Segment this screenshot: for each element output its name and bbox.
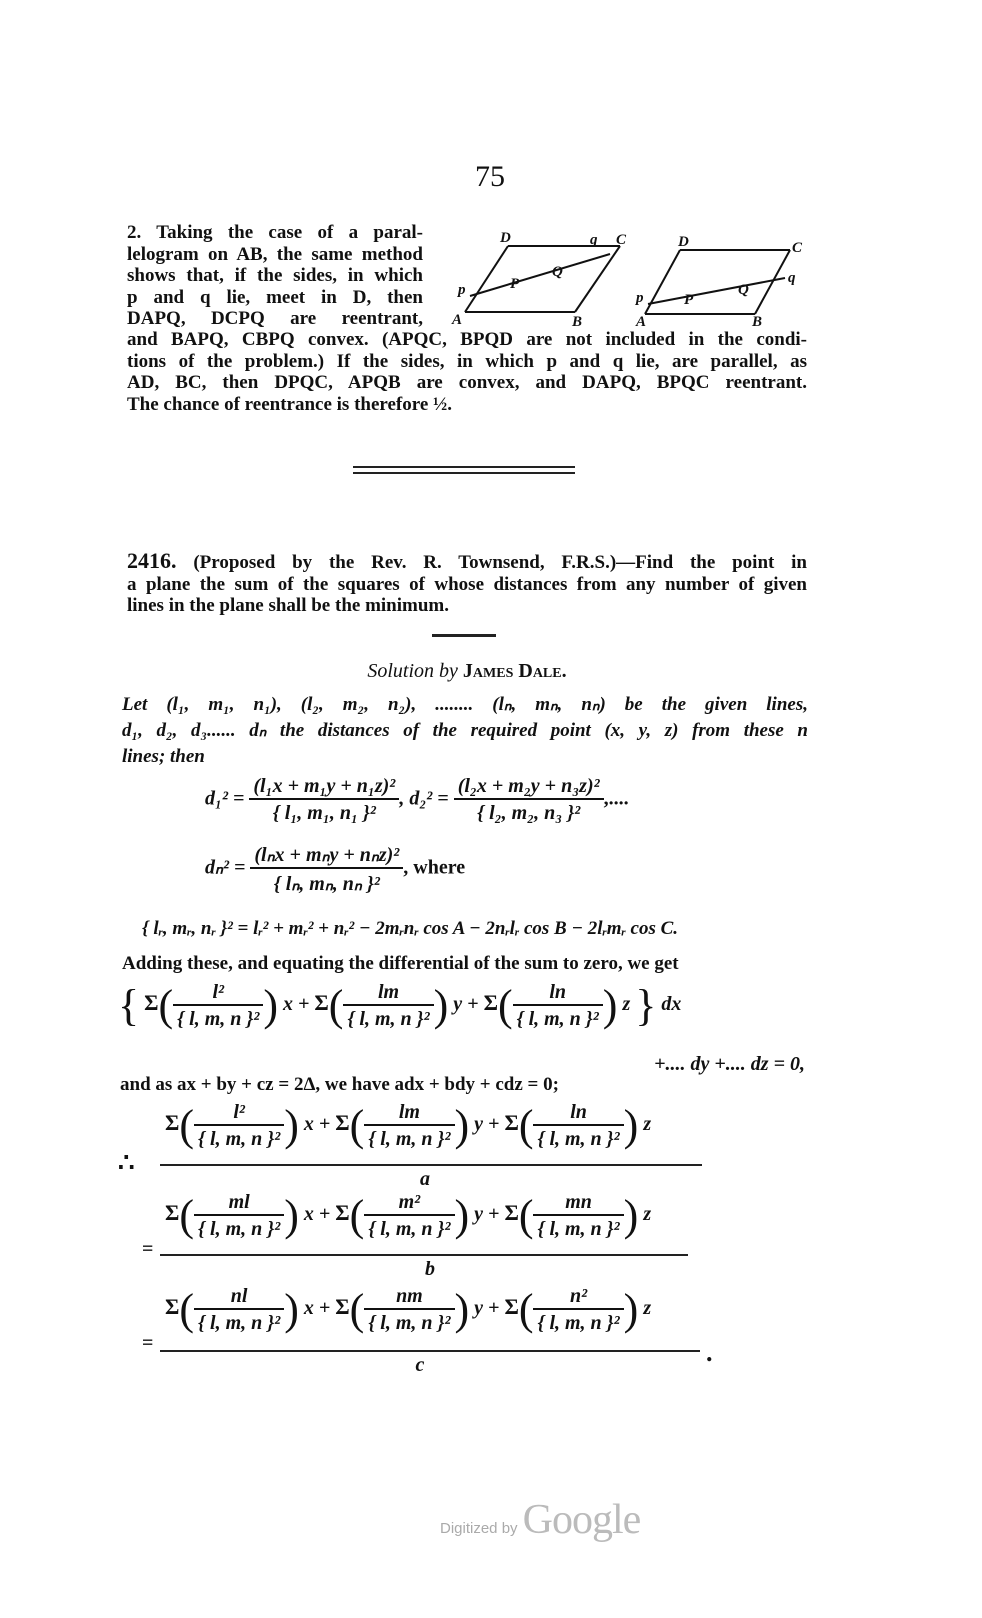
label-A: A	[636, 314, 647, 330]
denominator: { l, m, n }²	[347, 1007, 430, 1030]
fraction	[364, 1191, 454, 1241]
eq2-tail: , where	[403, 856, 466, 879]
equation-differential: { Σ( $\frac{\text{l²}}{\text{\{ l, m, n \}²}}$ ) x + Σ( $\frac{lm}{\text{\{ l, m, n \}²}}$ ) y + Σ( $\frac{\ln}{\text{\{ l, m, n \}²}}$ ) z } dx	[118, 980, 682, 1030]
z: z	[622, 993, 631, 1016]
y-plus: y +	[474, 1297, 500, 1320]
problem-number: 2416.	[127, 548, 177, 573]
fraction-bar-a	[160, 1164, 702, 1166]
watermark-small: Digitized by	[440, 1520, 518, 1537]
sigma: Σ	[504, 1110, 519, 1136]
denominator: { l₁, m₁, n₁ }²	[272, 802, 376, 824]
denominator: { l, m, n }²	[537, 1217, 620, 1240]
para-line: The chance of reentrance is therefore ½.	[127, 393, 453, 415]
fraction	[364, 1285, 454, 1335]
para-line: AD, BC, then DPQC, APQB are convex, and DAPQ, BPQC reentrant.	[127, 372, 807, 393]
denominator-c: c	[415, 1354, 425, 1376]
label-q: q	[788, 270, 796, 286]
para-line: shows that, if the sides, in which	[127, 265, 423, 286]
adding-line: Adding these, and equating the differential of the sum to zero, we get	[122, 953, 679, 974]
label-p: p	[636, 290, 644, 306]
numerator: m²	[364, 1191, 454, 1216]
final-period: .	[706, 1338, 713, 1367]
intro-line: Let (l₁, m₁, n₁), (l₂, m₂, n₂), ........ (lₙ, mₙ, nₙ) be the given lines,	[122, 694, 808, 715]
numerator: nm	[364, 1285, 454, 1310]
label-P: P	[684, 292, 694, 308]
eq1-mid: , d₂² =	[399, 787, 449, 810]
label-C: C	[792, 240, 803, 256]
denominator: { l, m, n }²	[177, 1007, 260, 1030]
numerator: ln	[533, 1101, 623, 1126]
eq1-lhs: d₁² =	[205, 787, 245, 810]
watermark-google: Google	[522, 1497, 641, 1543]
z: z	[643, 1297, 652, 1320]
fraction	[194, 1285, 284, 1335]
eq2-lhs: dₙ² =	[205, 856, 246, 879]
equation-bracket-def: { lᵣ, mᵣ, nᵣ }² = lᵣ² + mᵣ² + nᵣ² − 2mᵣnᵣ cos A − 2nᵣlᵣ cos B − 2lᵣmᵣ cos C.	[142, 918, 679, 939]
y-plus: y +	[474, 1203, 500, 1226]
denominator: { l₂, m₂, n₃ }²	[477, 802, 581, 824]
sigma: Σ	[165, 1110, 180, 1136]
numerator: ln	[513, 981, 603, 1006]
para-line: lelogram on AB, the same method	[127, 243, 423, 265]
denominator: { l, m, n }²	[198, 1311, 281, 1334]
fraction	[533, 1285, 623, 1335]
para-line: and BAPQ, CBPQ convex. (APQC, BPQD are not included in the condi-	[127, 329, 807, 350]
fraction	[249, 775, 399, 825]
numerator: nl	[194, 1285, 284, 1310]
fraction	[454, 775, 604, 825]
fraction	[343, 981, 433, 1031]
solution-intro	[122, 692, 808, 770]
left-parallelogram	[465, 246, 620, 312]
problem-line: (Proposed by the Rev. R. Townsend, F.R.S.)—Find the point in	[193, 552, 808, 573]
denominator: { l, m, n }²	[368, 1217, 451, 1240]
paragraph-2-full	[127, 329, 807, 415]
label-D: D	[678, 234, 689, 250]
intro-line: d₁, d₂, d₃...... dₙ the distances of the required point (x, y, z) from these n	[122, 720, 808, 741]
y-plus: y +	[474, 1113, 500, 1136]
denominator: { l, m, n }²	[368, 1127, 451, 1150]
sigma: Σ	[165, 1200, 180, 1226]
sigma: Σ	[504, 1294, 519, 1320]
fraction	[364, 1101, 454, 1151]
solution-author: James Dale.	[462, 660, 567, 682]
short-divider	[432, 634, 496, 637]
sigma: Σ	[335, 1200, 350, 1226]
equals-c: =	[142, 1332, 154, 1354]
x-plus: x +	[283, 993, 310, 1016]
sigma: Σ	[314, 990, 329, 1016]
section-divider-top	[353, 466, 575, 468]
fraction	[194, 1191, 284, 1241]
sigma: Σ	[144, 990, 159, 1016]
numerator: (lₙx + mₙy + nₙz)²	[250, 842, 403, 869]
fraction	[173, 981, 263, 1031]
therefore-symbol: ∴	[118, 1148, 135, 1177]
label-q: q	[590, 232, 598, 248]
label-C: C	[616, 232, 627, 248]
para-line: DAPQ, DCPQ are reentrant,	[127, 308, 423, 329]
denominator: { l, m, n }²	[368, 1311, 451, 1334]
eq1-tail: ,....	[603, 787, 629, 810]
x-plus: x +	[303, 1113, 331, 1136]
sigma: Σ	[504, 1200, 519, 1226]
sigma: Σ	[335, 1294, 350, 1320]
numerator: (l₁x + m₁y + n₁z)²	[249, 775, 399, 800]
paragraph-2-narrow	[127, 222, 423, 330]
equation-differential-cont: +.... dy +.... dz = 0,	[654, 1053, 805, 1075]
intro-line: lines; then	[122, 746, 205, 767]
fraction	[533, 1101, 623, 1151]
denominator: { l, m, n }²	[537, 1127, 620, 1150]
numerator: n²	[533, 1285, 623, 1310]
equation-d1-d2	[205, 775, 629, 825]
final-row-b: Σ( $\frac{ml}{\text{\{ l, m, n \}²}}$ ) x + Σ( $\frac{\text{m²}}{\text{\{ l, m, n \}²}}$ ) y + Σ( $\frac{mn}{\text{\{ l, m, n \}²}}$ ) z	[165, 1190, 652, 1240]
section-divider-bottom	[353, 472, 575, 474]
solution-heading	[127, 660, 807, 683]
parallelogram-figures	[440, 228, 820, 336]
sigma: Σ	[335, 1110, 350, 1136]
denominator: { l, m, n }²	[537, 1311, 620, 1334]
label-Q: Q	[738, 282, 749, 298]
numerator: lm	[343, 981, 433, 1006]
fraction-bar-b	[160, 1254, 688, 1256]
problem-2416	[127, 550, 807, 617]
numerator: l²	[173, 981, 263, 1006]
equals-b: =	[142, 1238, 154, 1260]
fraction	[194, 1101, 284, 1151]
para-line: 2. Taking the case of a paral-	[127, 222, 423, 243]
label-D: D	[500, 230, 511, 246]
sigma: Σ	[483, 990, 498, 1016]
denominator: { l, m, n }²	[198, 1127, 281, 1150]
final-row-c: Σ( $\frac{nl}{\text{\{ l, m, n \}²}}$ ) x + Σ( $\frac{nm}{\text{\{ l, m, n \}²}}$ ) y + Σ( $\frac{\text{n²}}{\text{\{ l, m, n \}²}}$ ) z	[165, 1284, 652, 1334]
label-A: A	[452, 312, 463, 328]
x-plus: x +	[303, 1297, 331, 1320]
label-p: p	[458, 282, 466, 298]
numerator: mn	[533, 1191, 623, 1216]
numerator: (l₂x + m₂y + n₃z)²	[454, 775, 604, 800]
fraction	[250, 842, 403, 896]
label-P: P	[510, 276, 520, 292]
fraction	[533, 1191, 623, 1241]
z: z	[643, 1113, 652, 1136]
denominator: { l, m, n }²	[516, 1007, 599, 1030]
equation-dn	[205, 842, 465, 896]
solution-prefix: Solution by	[367, 660, 458, 682]
brace-open: {	[118, 981, 140, 1030]
denominator: { lₙ, mₙ, nₙ }²	[273, 873, 380, 895]
label-B: B	[752, 314, 763, 330]
denominator: { l, m, n }²	[198, 1217, 281, 1240]
z: z	[643, 1203, 652, 1226]
y-plus: y +	[453, 993, 479, 1016]
denominator-b: b	[425, 1258, 435, 1280]
problem-line: a plane the sum of the squares of whose distances from any number of given	[127, 573, 807, 595]
dx: dx	[661, 993, 682, 1016]
digitized-by-google-watermark	[440, 1496, 700, 1556]
denominator-a: a	[420, 1168, 430, 1190]
fraction-bar-c	[160, 1350, 700, 1352]
numerator: ml	[194, 1191, 284, 1216]
problem-line: lines in the plane shall be the minimum.	[127, 595, 449, 616]
x-plus: x +	[303, 1203, 331, 1226]
label-Q: Q	[552, 264, 563, 280]
right-parallelogram	[645, 250, 790, 314]
numerator: l²	[194, 1101, 284, 1126]
para-line: p and q lie, meet in D, then	[127, 286, 423, 308]
sigma: Σ	[165, 1294, 180, 1320]
numerator: lm	[364, 1101, 454, 1126]
brace-close: }	[635, 981, 657, 1030]
label-B: B	[572, 314, 583, 330]
page-number: 75	[475, 160, 505, 193]
para-line: tions of the problem.) If the sides, in which p and q lie, are parallel, as	[127, 350, 807, 372]
and-as-line: and as ax + by + cz = 2Δ, we have adx + bdy + cdz = 0;	[120, 1074, 559, 1095]
fraction	[513, 981, 603, 1031]
final-row-a: Σ( $\frac{\text{l²}}{\text{\{ l, m, n \}²}}$ ) x + Σ( $\frac{lm}{\text{\{ l, m, n \}²}}$ ) y + Σ( $\frac{\ln}{\text{\{ l, m, n \}²}}$ ) z	[165, 1100, 652, 1150]
